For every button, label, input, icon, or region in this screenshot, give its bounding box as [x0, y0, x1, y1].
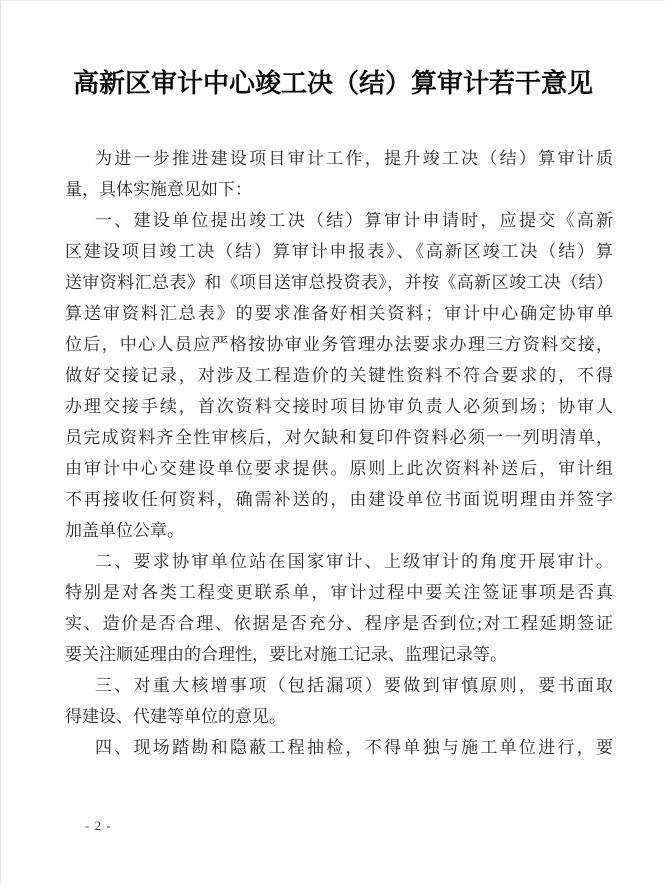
text-line: 一、建设单位提出竣工决（结）算审计申请时，应提交《高新 — [95, 211, 613, 230]
text-line: 由审计中心交建设单位要求提供。原则上此次资料补送后，审计组 — [65, 459, 613, 478]
text-line: 四、现场踏勘和隐蔽工程抽检，不得单独与施工单位进行，要 — [95, 738, 613, 757]
text-line: 加盖单位公章。 — [65, 521, 184, 540]
text-line: 算送审资料汇总表》的要求准备好相关资料；审计中心确定协审单 — [65, 304, 613, 323]
text-line: 得建设、代建等单位的意见。 — [65, 707, 286, 726]
text-line: 特别是对各类工程变更联系单，审计过程中要关注签证事项是否真 — [65, 583, 613, 602]
text-line: 区建设项目竣工决（结）算审计申报表》、《高新区竣工决（结）算 — [65, 242, 613, 261]
text-line: 量，具体实施意见如下： — [65, 180, 252, 199]
text-line: 不再接收任何资料，确需补送的，由建设单位书面说明理由并签字 — [65, 490, 613, 509]
text-line: 位后，中心人员应严格按协审业务管理办法要求办理三方资料交接， — [65, 335, 613, 354]
text-line: 二、要求协审单位站在国家审计、上级审计的角度开展审计。 — [95, 552, 613, 571]
text-line: 做好交接记录，对涉及工程造价的关键性资料不符合要求的，不得 — [65, 366, 613, 385]
page-number: - 2 - — [85, 818, 112, 833]
text-line: 三、对重大核增事项（包括漏项）要做到审慎原则，要书面取 — [95, 676, 613, 695]
text-line: 送审资料汇总表》和《项目送审总投资表》，并按《高新区竣工决（结） — [65, 273, 613, 292]
document-body — [65, 143, 613, 763]
text-line: 要关注顺延理由的合理性，要比对施工记录、监理记录等。 — [65, 645, 507, 664]
document-title: 高新区审计中心竣工决（结）算审计若干意见 — [72, 69, 593, 98]
text-line: 办理交接手续，首次资料交接时项目协审负责人必须到场；协审人 — [65, 397, 613, 416]
text-line: 员完成资料齐全性审核后，对欠缺和复印件资料必须一一列明清单， — [65, 428, 613, 447]
text-line: 实、造价是否合理、依据是否充分、程序是否到位;对工程延期签证 — [65, 614, 613, 633]
text-line: 为进一步推进建设项目审计工作，提升竣工决（结）算审计质 — [95, 149, 613, 168]
